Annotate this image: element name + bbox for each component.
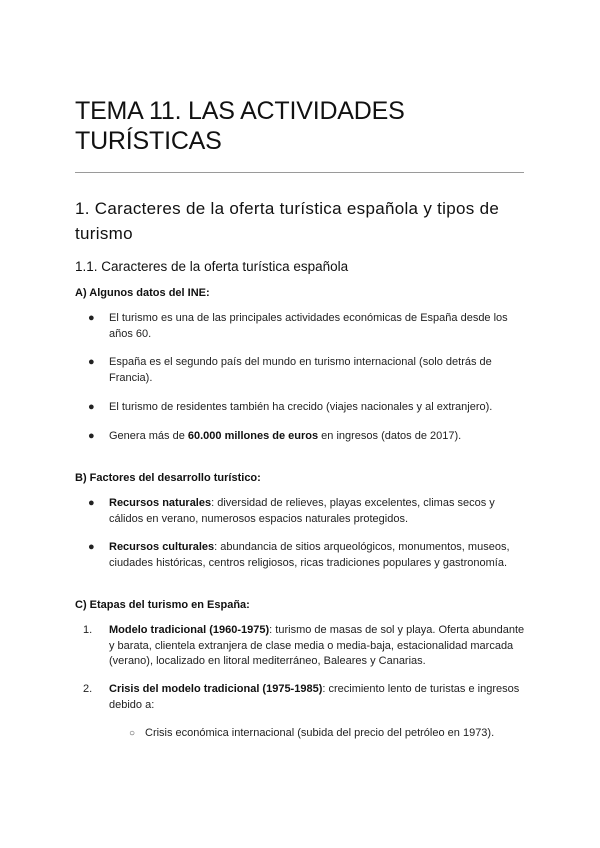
item-text: : abundancia de sitios arqueológicos, monumentos, museos, ciudades históricas, centros religiosos, ricas tradiciones populares y gastronomía. (109, 541, 510, 569)
bullet-icon: ● (88, 312, 95, 324)
list-item (109, 682, 529, 713)
list-item (109, 496, 529, 527)
subsection-b-heading: B) Factores del desarrollo turístico: (75, 472, 261, 484)
list-item: El turismo de residentes también ha crecido (viajes nacionales y al extranjero). (109, 401, 493, 413)
section-1-heading: 1. Caracteres de la oferta turística española y tipos de turismo (75, 199, 500, 243)
bullet-icon: ● (88, 497, 95, 509)
title-divider (75, 172, 524, 173)
subsection-a-heading: A) Algunos datos del INE: (75, 287, 210, 299)
item-emphasis: Modelo tradicional (1960-1975) (109, 624, 270, 636)
document-title-line-2: TURÍSTICAS (75, 127, 222, 155)
circle-bullet-icon: ○ (129, 728, 136, 739)
bullet-icon: ● (88, 541, 95, 553)
item-text: : diversidad de relieves, playas excelentes, climas secos y cálidos en verano, numerosos espacios naturales protegidos. (109, 497, 495, 525)
section-1-1-heading: 1.1. Caracteres de la oferta turística española (75, 259, 349, 274)
list-item (109, 429, 529, 445)
list-item (109, 623, 529, 670)
item-text: : crecimiento lento de turistas e ingresos debido a: (109, 683, 520, 711)
item-emphasis: Recursos naturales (109, 497, 212, 509)
document-title-line-1: TEMA 11. LAS ACTIVIDADES (75, 97, 405, 125)
bullet-icon: ● (88, 356, 95, 368)
sub-list-item: Crisis económica internacional (subida del precio del petróleo en 1973). (145, 727, 495, 739)
list-item: El turismo es una de las principales actividades económicas de España desde los años 60. (109, 312, 508, 340)
bullet-icon: ● (88, 401, 95, 413)
bullet-icon: ● (88, 430, 95, 442)
item-emphasis: Recursos culturales (109, 541, 215, 553)
list-number: 2. (83, 683, 93, 695)
item-text: en ingresos (datos de 2017). (318, 430, 462, 442)
list-item (109, 540, 529, 571)
item-emphasis: 60.000 millones de euros (187, 430, 319, 442)
item-emphasis: Crisis del modelo tradicional (1975-1985) (109, 683, 323, 695)
subsection-c-heading: C) Etapas del turismo en España: (75, 599, 250, 611)
item-text: Genera más de (109, 430, 188, 442)
list-item: España es el segundo país del mundo en turismo internacional (solo detrás de Francia). (109, 356, 492, 384)
list-number: 1. (83, 624, 93, 636)
item-text: : turismo de masas de sol y playa. Oferta abundante y barata, clientela extranjera de clase media o media-baja, estacionalidad marcada (verano), localizado en litoral mediterráneo, Baleares y Canarias. (109, 624, 525, 667)
